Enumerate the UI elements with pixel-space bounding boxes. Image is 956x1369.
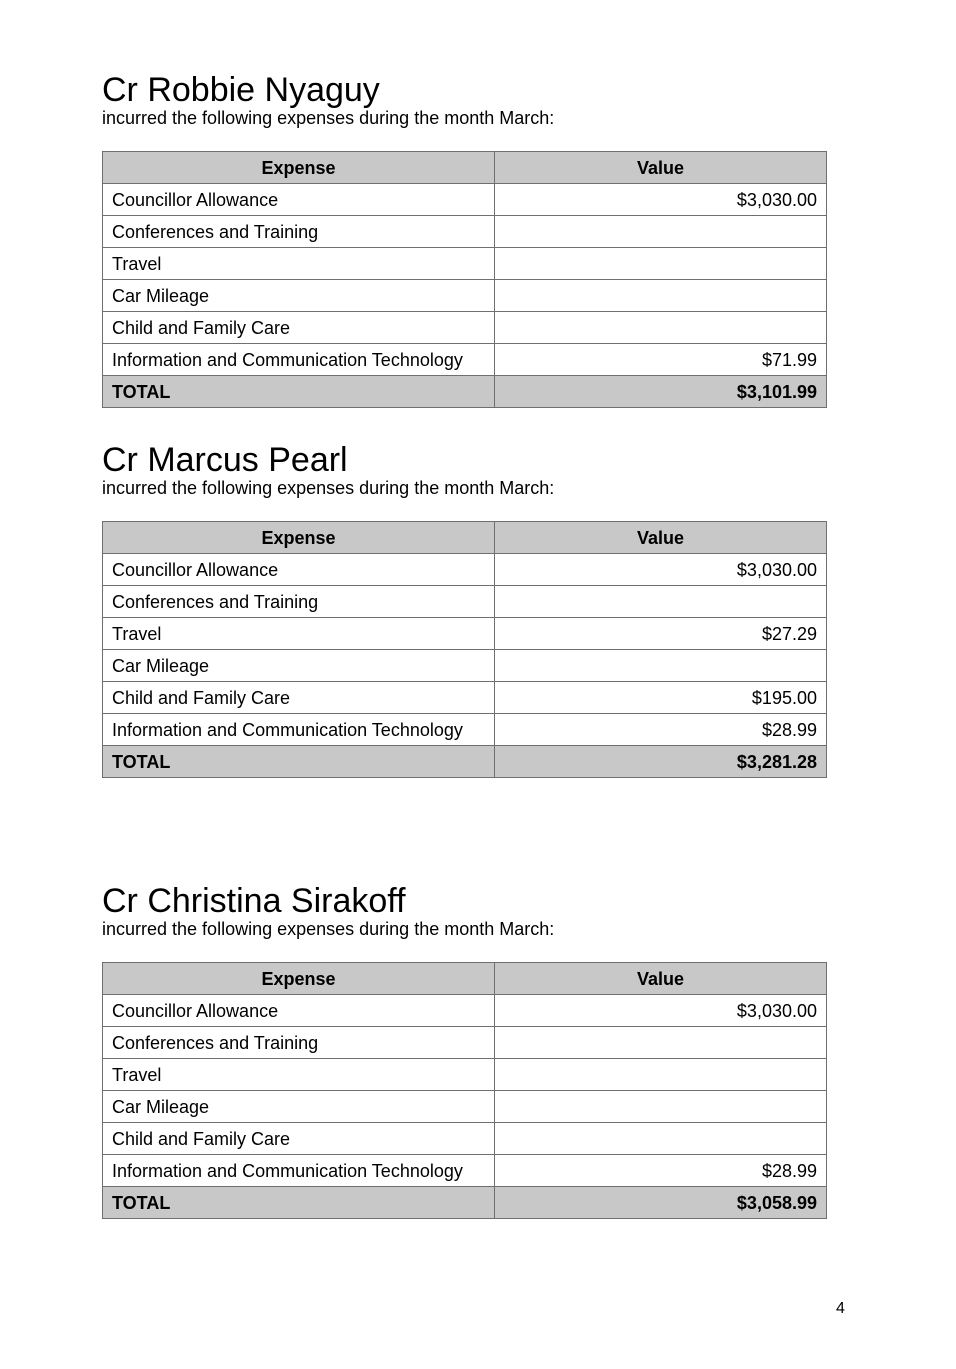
councillor-name: Cr Christina Sirakoff (102, 882, 406, 920)
total-label: TOTAL (103, 746, 495, 778)
expense-label: Car Mileage (103, 280, 495, 312)
total-row (103, 376, 827, 408)
expense-label: Travel (103, 1059, 495, 1091)
expense-intro-text: incurred the following expenses during the month March: (102, 919, 555, 939)
total-label: TOTAL (103, 1187, 495, 1219)
expense-column-header: Expense (103, 522, 495, 554)
expense-value: $3,030.00 (495, 995, 827, 1027)
expense-value (495, 248, 827, 280)
expense-label: Travel (103, 618, 495, 650)
total-value: $3,281.28 (495, 746, 827, 778)
expense-value: $27.29 (495, 618, 827, 650)
expense-label: Child and Family Care (103, 1123, 495, 1155)
table-row (103, 312, 827, 344)
expense-label: Conferences and Training (103, 216, 495, 248)
councillor-section-pearl (102, 441, 826, 772)
expense-intro-text: incurred the following expenses during the month March: (102, 478, 555, 498)
total-row (103, 1187, 827, 1219)
expense-value: $3,030.00 (495, 554, 827, 586)
expense-label: Councillor Allowance (103, 995, 495, 1027)
table-row (103, 1091, 827, 1123)
expense-label: Conferences and Training (103, 586, 495, 618)
expense-value (495, 1059, 827, 1091)
councillor-section-nyaguy (102, 71, 826, 402)
expense-value: $195.00 (495, 682, 827, 714)
expense-intro-text: incurred the following expenses during the month March: (102, 108, 555, 128)
expense-value (495, 216, 827, 248)
page-number: 4 (836, 1300, 845, 1317)
expense-value (495, 1027, 827, 1059)
expense-label: Child and Family Care (103, 682, 495, 714)
total-value: $3,058.99 (495, 1187, 827, 1219)
expense-column-header: Expense (103, 963, 495, 995)
table-row (103, 1027, 827, 1059)
expense-label: Information and Communication Technology (103, 714, 495, 746)
expense-value (495, 312, 827, 344)
expense-value (495, 280, 827, 312)
expense-label: Car Mileage (103, 650, 495, 682)
expense-table (102, 151, 827, 408)
expense-label: Travel (103, 248, 495, 280)
total-label: TOTAL (103, 376, 495, 408)
expense-label: Child and Family Care (103, 312, 495, 344)
expense-label: Information and Communication Technology (103, 344, 495, 376)
expense-table (102, 962, 827, 1219)
value-column-header: Value (495, 522, 827, 554)
expense-label: Councillor Allowance (103, 554, 495, 586)
table-row (103, 995, 827, 1027)
table-row (103, 554, 827, 586)
expense-value: $28.99 (495, 1155, 827, 1187)
table-row (103, 650, 827, 682)
councillor-name: Cr Robbie Nyaguy (102, 71, 380, 109)
expense-value: $3,030.00 (495, 184, 827, 216)
table-row (103, 618, 827, 650)
table-header-row (103, 963, 827, 995)
expense-label: Car Mileage (103, 1091, 495, 1123)
expense-value (495, 586, 827, 618)
table-row (103, 216, 827, 248)
table-row (103, 344, 827, 376)
councillor-section-sirakoff (102, 882, 826, 1213)
table-header-row (103, 522, 827, 554)
total-value: $3,101.99 (495, 376, 827, 408)
expense-value: $71.99 (495, 344, 827, 376)
total-row (103, 746, 827, 778)
table-row (103, 248, 827, 280)
table-row (103, 1059, 827, 1091)
expense-value: $28.99 (495, 714, 827, 746)
expense-column-header: Expense (103, 152, 495, 184)
table-row (103, 682, 827, 714)
table-header-row (103, 152, 827, 184)
expense-table (102, 521, 827, 778)
table-row (103, 280, 827, 312)
expense-value (495, 1091, 827, 1123)
table-row (103, 586, 827, 618)
table-row (103, 714, 827, 746)
expense-label: Conferences and Training (103, 1027, 495, 1059)
expense-label: Information and Communication Technology (103, 1155, 495, 1187)
expense-label: Councillor Allowance (103, 184, 495, 216)
expense-value (495, 650, 827, 682)
table-row (103, 1155, 827, 1187)
expense-value (495, 1123, 827, 1155)
councillor-name: Cr Marcus Pearl (102, 441, 348, 479)
table-row (103, 1123, 827, 1155)
table-row (103, 184, 827, 216)
value-column-header: Value (495, 152, 827, 184)
value-column-header: Value (495, 963, 827, 995)
